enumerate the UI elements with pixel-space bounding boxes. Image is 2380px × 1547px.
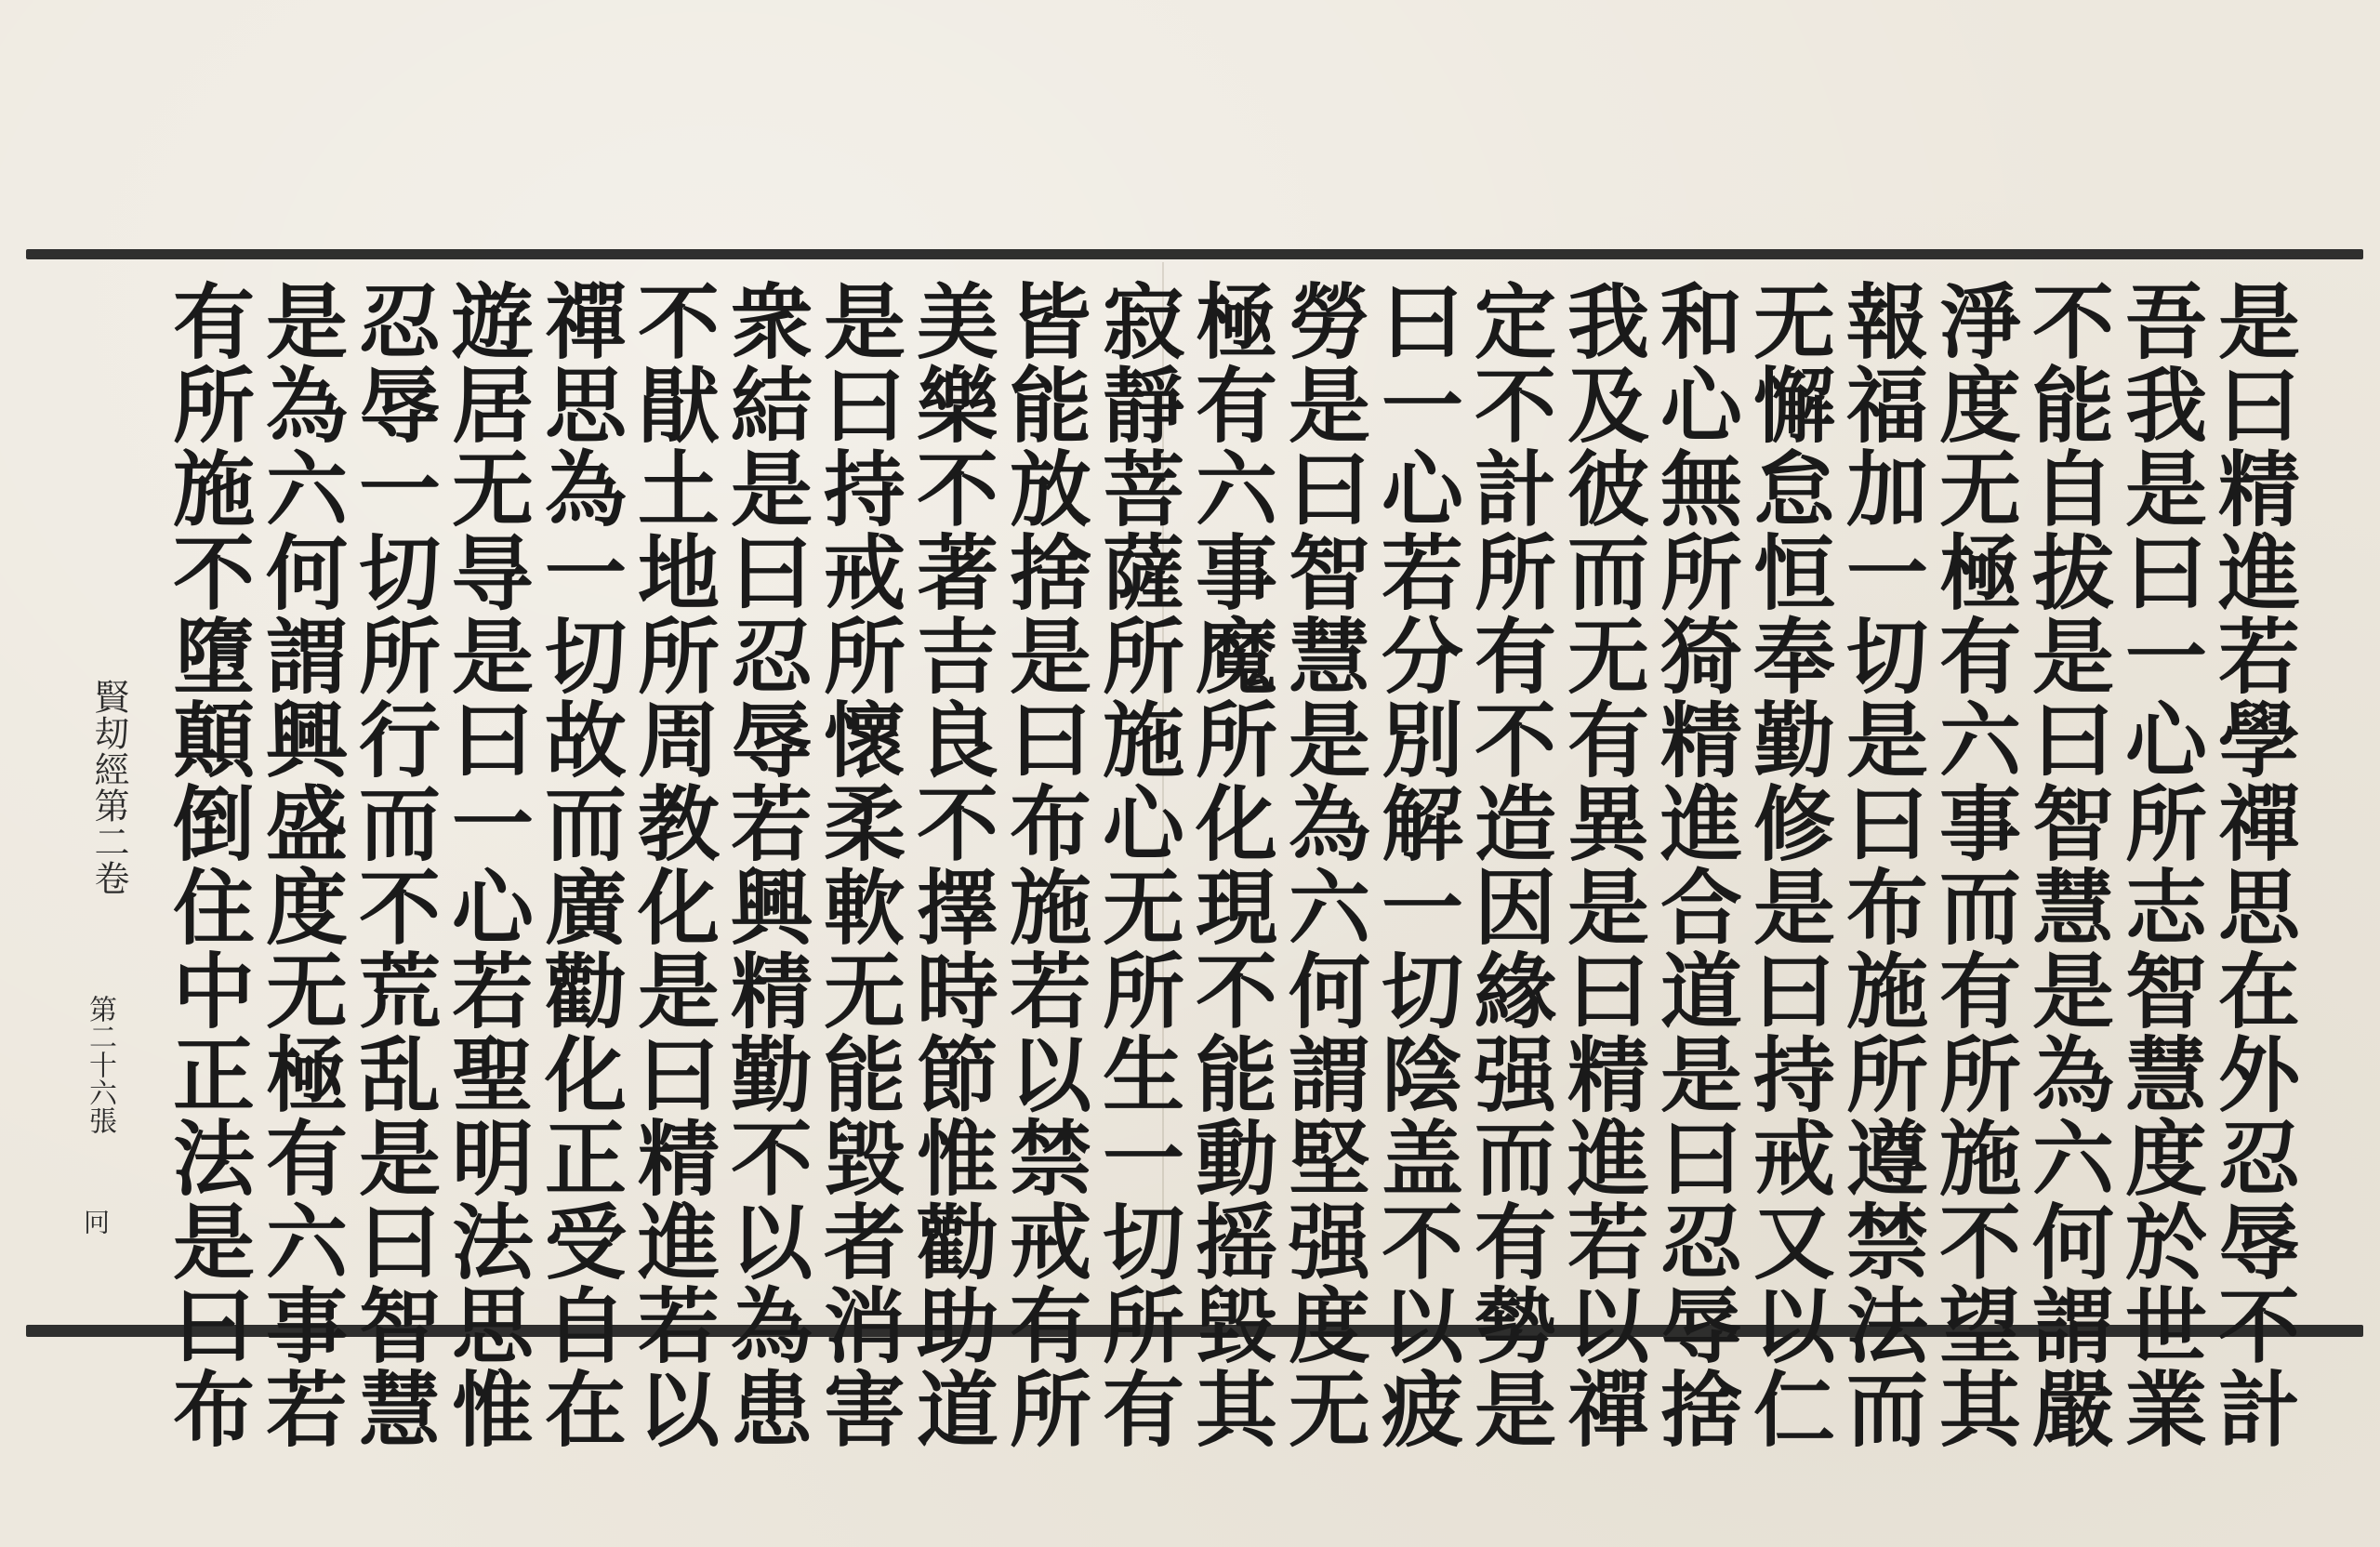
text-column: 禪思為一切故而廣勸化正受自在 (532, 279, 628, 1450)
sutra-title-margin: 賢刧經第二卷 (88, 679, 129, 896)
text-column: 不能自拔是曰智慧是為六何謂嚴 (2019, 279, 2116, 1450)
text-column: 忍辱一切所行而不荒乱是曰智慧 (346, 279, 443, 1450)
top-border-rule (26, 249, 2363, 259)
text-column: 我及彼而无有異是曰精進若以禪 (1554, 279, 1651, 1450)
text-block (139, 279, 2306, 1450)
text-column: 是曰持戒所懷柔軟无能毀者消害 (811, 279, 907, 1450)
text-column: 定不計所有不造因緣强而有勢是 (1461, 279, 1558, 1450)
text-column: 无懈怠恒奉勤修是曰持戒又以仁 (1740, 279, 1837, 1450)
text-column: 吾我是曰一心所志智慧度於世業 (2112, 279, 2209, 1450)
text-column: 衆結是曰忍辱若興精勤不以為患 (718, 279, 814, 1450)
carver-mark: 冋 (80, 1209, 111, 1235)
text-column: 寂靜菩薩所施心无所生一切所有 (1090, 279, 1186, 1450)
text-column: 極有六事魔所化現不能動摇毀其 (1183, 279, 1279, 1450)
text-column: 有所施不墮顛倒住中正法是曰布 (160, 279, 257, 1450)
text-column: 和心無所猗精進合道是曰忍辱捨 (1647, 279, 1744, 1450)
text-column: 報福加一切是曰布施所遵禁法而 (1833, 279, 1930, 1450)
text-column: 不猒土地所周教化是曰精進若以 (625, 279, 721, 1450)
text-column: 皆能放捨是曰布施若以禁戒有所 (997, 279, 1093, 1450)
text-column: 曰一心若分別解一切陰盖不以疲 (1368, 279, 1465, 1450)
text-column: 美樂不著吉良不擇時節惟勸助道 (904, 279, 1000, 1450)
text-column: 淨度无極有六事而有所施不望其 (1926, 279, 2023, 1450)
leaf-number-margin: 第二十六張 (84, 995, 116, 1134)
text-column: 是曰精進若學禪思在外忍辱不計 (2205, 279, 2302, 1450)
text-column: 是為六何謂興盛度无極有六事若 (253, 279, 350, 1450)
text-column: 勞是曰智慧是為六何謂堅强度无 (1276, 279, 1372, 1450)
text-column: 遊居无㝵是曰一心若聖明法思惟 (439, 279, 536, 1450)
